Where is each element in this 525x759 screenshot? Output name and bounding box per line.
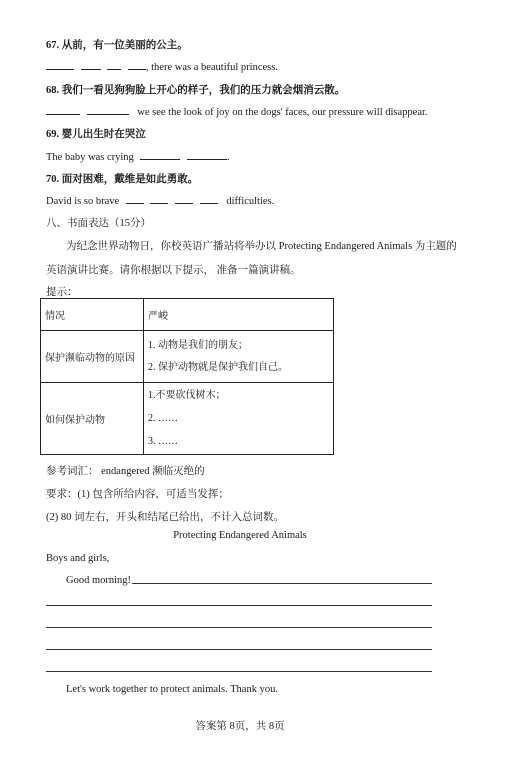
q67-blank-2[interactable] [81,60,101,70]
q68-prompt: 68. 我们一看见狗狗脸上开心的样子，我们的压力就会烟消云散。 [46,85,346,96]
row2-items [144,383,334,455]
section8-intro-2: 英语演讲比赛。请你根据以下提示， 准备一篇演讲稿。 [46,265,301,276]
q70-prompt: 70. 面对困难，戴维是如此勇敢。 [46,174,199,185]
q70-answer-head: David is so brave [46,196,120,207]
tips-label: 提示： [46,287,78,298]
q70-blank-2[interactable] [150,194,168,204]
q67-answer-tail: , there was a beautiful princess. [145,62,278,73]
q70-answer-line [46,194,274,207]
row1-items [144,331,334,383]
table-header-status: 严峻 [144,299,334,331]
writing-line-1[interactable] [132,583,432,584]
q67-blank-4[interactable] [128,60,146,70]
q70-blank-1[interactable] [126,194,144,204]
table-row [41,299,334,331]
table-row [41,331,334,383]
q69-answer-line [46,150,230,163]
q69-answer-tail: . [227,152,230,163]
row2-item-2: 2. …… [148,413,178,424]
q69-blank-2[interactable] [187,150,227,160]
q69-answer-head: The baby was crying [46,152,134,163]
row1-item-2: 2. 保护动物就是保护我们自己。 [148,361,288,373]
q67-blank-3[interactable] [107,60,121,70]
vocab-note: 参考词汇： endangered 濒临灭绝的 [46,466,205,477]
essay-title: Protecting Endangered Animals [173,530,307,541]
row2-label: 如何保护动物 [41,383,144,455]
essay-greeting: Boys and girls, [46,553,110,564]
q67-blank-1[interactable] [46,60,74,70]
section8-intro-1: 为纪念世界动物日，你校英语广播站将举办以 Protecting Endangered Animals 为主题的 [66,241,457,252]
q69-prompt: 69. 婴儿出生时在哭泣 [46,129,146,140]
row2-item-3: 3. …… [148,436,178,447]
table-header-situation: 情况 [41,299,144,331]
writing-line-5[interactable] [46,671,432,672]
q70-blank-3[interactable] [175,194,193,204]
section8-heading: 八、书面表达（15分） [46,218,151,229]
writing-line-3[interactable] [46,627,432,628]
essay-opening: Good morning! [66,575,132,586]
writing-line-2[interactable] [46,605,432,606]
requirement-2: (2) 80 词左右，开头和结尾已给出，不计入总词数。 [46,512,284,523]
page-footer: 答案第 8页，共 8页 [195,721,285,732]
q70-answer-tail: difficulties. [226,196,275,207]
row2-item-1: 1.不要砍伐树木； [148,390,226,401]
requirement-1: 要求：(1) 包含所给内容，可适当发挥； [46,489,229,500]
q68-blank-2[interactable] [87,105,129,115]
q67-prompt: 67. 从前，有一位美丽的公主。 [46,40,188,51]
q70-blank-4[interactable] [200,194,218,204]
q68-blank-1[interactable] [46,105,80,115]
q68-answer-line [46,105,428,118]
table-row [41,383,334,455]
row1-item-1: 1. 动物是我们的朋友； [148,339,248,351]
q68-answer-tail: we see the look of joy on the dogs' faces, our pressure will disappear. [137,107,428,118]
row1-label: 保护濒临动物的原因 [41,331,144,383]
q69-blank-1[interactable] [140,150,180,160]
q67-answer-line [46,60,278,73]
essay-closing: Let's work together to protect animals. Thank you. [66,684,278,695]
tips-table [40,298,334,455]
writing-line-4[interactable] [46,649,432,650]
